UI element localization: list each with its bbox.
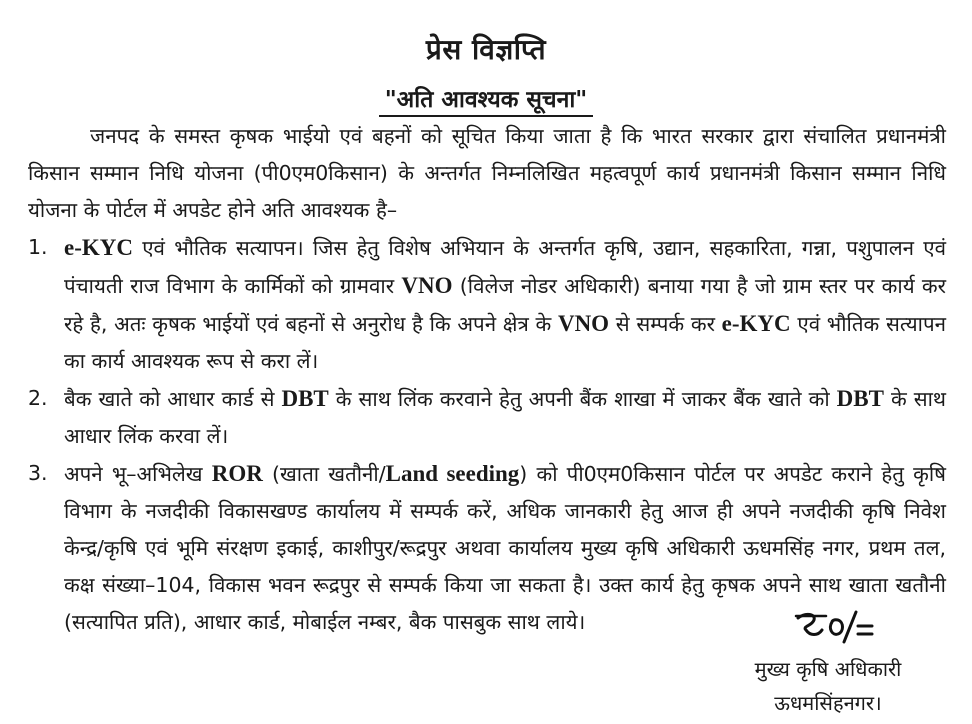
dbt-term: DBT (836, 386, 884, 411)
point-text: के साथ लिंक करवाने हेतु अपनी बैंक शाखा में जाकर बैंक खाते को (328, 387, 837, 411)
point-text: (विलेज नोडर अधिकारी) बनाया गया है जो ग्राम स्तर पर कार्य कर रहे है, अतः कृषक भाईयों एवं बहनों से अनुरोध है कि अपने क्षेत्र के (64, 274, 946, 336)
point-2 (28, 380, 946, 455)
point-text: से सम्पर्क कर (609, 312, 722, 336)
signatory-block (708, 652, 948, 720)
document-subtitle (0, 82, 972, 114)
point-text: एवं भौतिक सत्यापन। जिस हेतु विशेष अभियान के अन्तर्गत कृषि, उद्यान, सहकारिता, गन्ना, पशुपालन एवं पंचायती राज विभाग के कार्मिकों को ग्रामवार (64, 236, 946, 298)
point-number: 1. (28, 235, 48, 259)
point-text: अपने भू–अभिलेख (64, 462, 212, 486)
point-text: बैक खाते को आधार कार्ड से (64, 387, 282, 411)
point-number: 3. (28, 461, 48, 485)
handwritten-signature (740, 606, 900, 648)
ekyc-term: e-KYC (64, 235, 133, 260)
subtitle-text: "अति आवश्यक सूचना" (379, 87, 594, 117)
dbt-term: DBT (281, 386, 329, 411)
point-text: ) को पी0एम0किसान पोर्टल पर अपडेट कराने हेतु कृषि विभाग के नजदीकी विकासखण्ड कार्यालय में सम्पर्क करें, अधिक जानकारी हेतु आज ही अपने नजदीकी कृषि निवेश केन्द्र/कृषि एवं भूमि संरक्षण इकाई, काशीपुर/रूद्रपुर अथवा कार्यालय मुख्य कृषि अधिकारी ऊधमसिंह नगर, प्रथम तल, कक्ष संख्या–104, विकास भवन रूद्रपुर से सम्पर्क किया जा सकता है। उक्त कार्य हेतु कृषक अपने साथ खाता खतौनी (सत्यापित प्रति), आधार कार्ड, मोबाईल नम्बर, बैक पासबुक साथ लाये। (64, 462, 947, 634)
ror-term: ROR (211, 461, 263, 486)
intro-paragraph: जनपद के समस्त कृषक भाईयो एवं बहनों को सूचित किया जाता है कि भारत सरकार द्वारा संचालित प्रधानमंत्री किसान सम्मान निधि योजना (पी0एम0किसान) के अन्तर्गत निम्नलिखित महत्वपूर्ण कार्य प्रधानमंत्री किसान सम्मान निधि योजना के पोर्टल में अपडेट होने अति आवश्यक है– (28, 124, 946, 222)
point-number: 2. (28, 386, 48, 410)
ekyc-term: e-KYC (721, 311, 791, 336)
vno-term: VNO (401, 273, 453, 298)
point-text: एवं भौतिक सत्यापन का कार्य आवश्यक रूप से करा लें। (64, 312, 946, 373)
document-title: प्रेस विज्ञप्ति (425, 33, 547, 66)
point-text: (खाता खतौनी/ (262, 462, 386, 486)
document-body (28, 118, 946, 641)
point-1 (28, 229, 946, 380)
point-text: के साथ आधार लिंक करवा लें। (64, 387, 947, 448)
land-seeding-term: Land seeding (385, 461, 520, 486)
vno-term: VNO (557, 311, 610, 336)
signature-mark (740, 606, 900, 648)
officer-place: ऊधमसिंहनगर। (774, 691, 882, 715)
points-list (28, 229, 946, 641)
officer-designation: मुख्य कृषि अधिकारी (754, 657, 902, 681)
